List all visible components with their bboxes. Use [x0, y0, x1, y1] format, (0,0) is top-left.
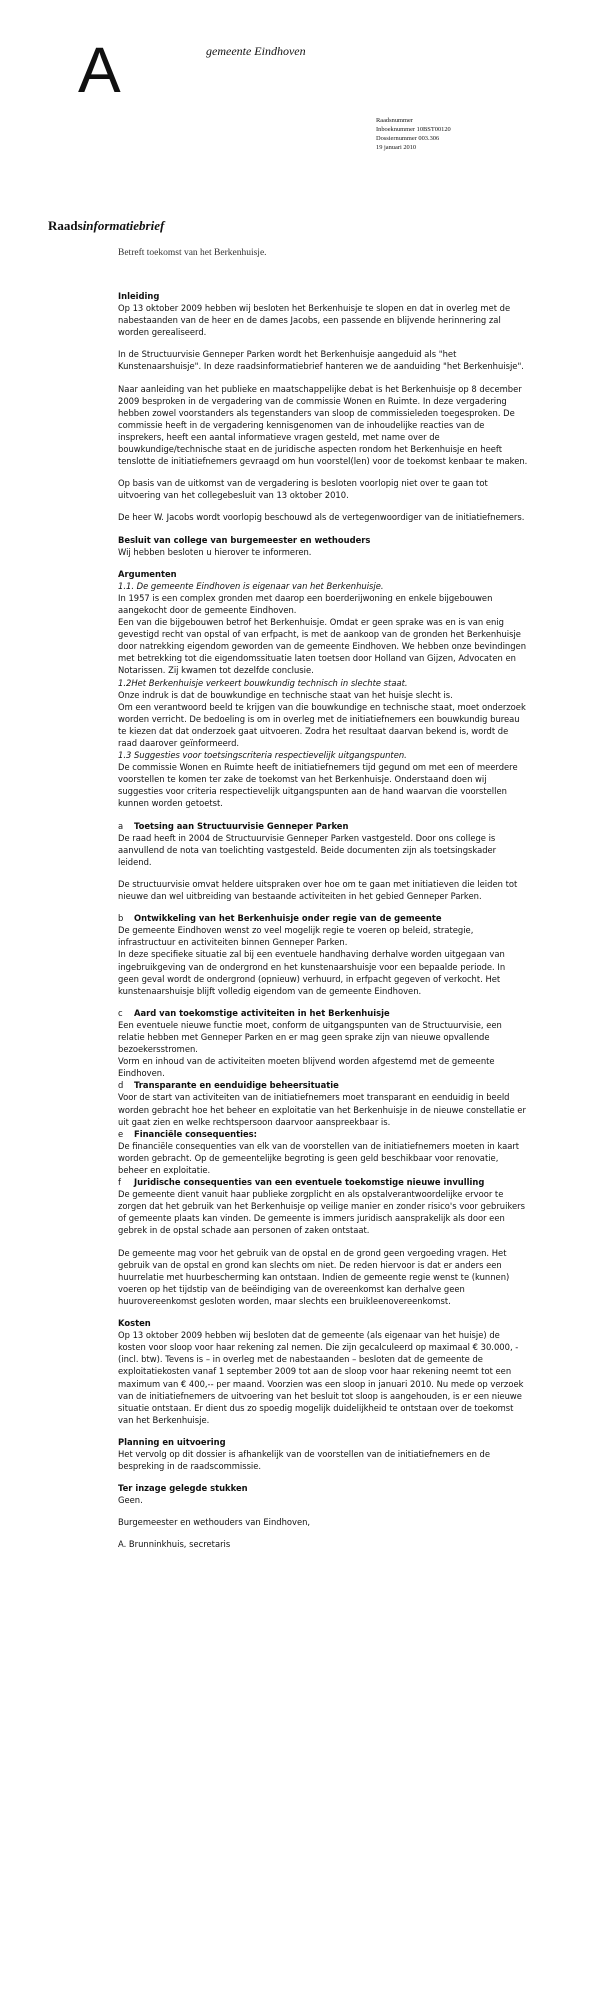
paragraph: Op 13 oktober 2009 hebben wij besloten het Berkenhuisje te slopen en dat in overleg met de nabestaanden van de heer en de dames Jacobs, een passende en blijvende herinnering zal worden gerealiseerd.: [118, 303, 511, 338]
subheading: 1.2Het Berkenhuisje verkeert bouwkundig technisch in slechte staat.: [118, 677, 408, 688]
criterion-letter: d: [118, 1080, 124, 1091]
paragraph: Op 13 oktober 2009 hebben wij besloten dat de gemeente (als eigenaar van het huisje) de kosten voor sloop voor haar rekening zal nemen. Die zijn gecalculeerd op maximaal € 30.000, - (incl. btw). Tevens is – in overleg met de nabestaanden – besloten dat de gemeente de exploitatiekosten vanaf 1 september 2009 tot aan de sloop voor haar rekening neemt tot een maximum van € 400,-- per maand. Voorzien was een sloop in januari 2010. Nu mede op verzoek van de initiatiefnemers de uitvoering van het besluit tot sloop is aangehouden, is er een nieuwe situatie ontstaan. Er dient dus zo spoedig mogelijk duidelijkheid te ontstaan over de toekomst van het Berkenhuisje.: [118, 1330, 524, 1425]
meta-line: 19 januari 2010: [376, 144, 417, 151]
section-heading: Planning en uitvoering: [118, 1436, 226, 1447]
paragraph: De structuurvisie omvat heldere uitspraken over hoe om te gaan met initiatieven die leiden tot nieuwe dan wel uitbreiding van bestaande activiteiten in het gebied Genneper Parken.: [118, 878, 518, 902]
section-heading: Ter inzage gelegde stukken: [118, 1483, 248, 1494]
section-heading: Besluit van college van burgemeester en wethouders: [118, 534, 371, 545]
municipality-name: gemeente Eindhoven: [206, 44, 306, 58]
meta-line: Dossiernummer 003.306: [376, 135, 440, 142]
criterion-letter: b: [118, 913, 124, 924]
subheading: 1.1. De gemeente Eindhoven is eigenaar van het Berkenhuisje.: [118, 580, 384, 591]
section-heading: Argumenten: [118, 568, 177, 579]
paragraph: In de Structuurvisie Genneper Parken wordt het Berkenhuisje aangeduid als "het Kunstenaarshuisje". In deze raadsinformatiebrief hanteren we de aanduiding "het Berkenhuisje".: [118, 349, 524, 372]
paragraph: Onze indruk is dat de bouwkundige en technische staat van het huisje slecht is.: [118, 689, 453, 700]
section-heading: Inleiding: [118, 291, 160, 301]
title-plain: Raads: [48, 218, 83, 233]
paragraph: Wij hebben besloten u hierover te informeren.: [118, 546, 312, 557]
paragraph: Het vervolg op dit dossier is afhankelijk van de voorstellen van de initiatiefnemers en de bespreking in de raadscommissie.: [118, 1448, 491, 1472]
criterion-a: [118, 820, 528, 832]
criterion-title: Juridische consequenties van een eventuele toekomstige nieuwe invulling: [134, 1177, 485, 1188]
paragraph: De heer W. Jacobs wordt voorlopig beschouwd als de vertegenwoordiger van de initiatiefnemers.: [118, 512, 525, 523]
criterion-title: Transparante en eenduidige beheersituatie: [134, 1080, 339, 1091]
criterion-title: Financiële consequenties:: [134, 1128, 257, 1139]
criterion-c: [118, 1007, 528, 1019]
criterion-f: [118, 1176, 528, 1188]
paragraph: Om een verantwoord beeld te krijgen van die bouwkundige en technische staat, moet onderzoek worden verricht. De bedoeling is om in overleg met de initiatiefnemers een bouwkundig bureau te kiezen dat dat onderzoek gaat uitvoeren. Zodra het resultaat daarvan bekend is, wordt de raad daarover geïnformeerd.: [118, 701, 526, 748]
criterion-title: Toetsing aan Structuurvisie Genneper Parken: [134, 820, 349, 831]
signature-line: A. Brunninkhuis, secretaris: [118, 1539, 231, 1550]
paragraph: Een van die bijgebouwen betrof het Berkenhuisje. Omdat er geen sprake was en is van enig gevestigd recht van opstal of van erfpacht, is met de aankoop van de gronden het Berkenhuisje door natrekking eigendom geworden van de gemeente Eindhoven. We hebben onze bevindingen met betrekking tot die eigendomssituatie laten toetsen door Holland van Gijzen, Advocaten en Notarissen. Zij kwamen tot dezelfde conclusie.: [118, 617, 527, 676]
paragraph: De commissie Wonen en Ruimte heeft de initiatiefnemers tijd gegund om met een of meerdere voorstellen te komen ter zake de toekomst van het Berkenhuisje. Onderstaand doen wij suggesties voor criteria respectievelijk uitgangspunten aan de hand waarvan die voorstellen kunnen worden getoetst.: [118, 762, 518, 809]
paragraph: Naar aanleiding van het publieke en maatschappelijke debat is het Berkenhuisje op 8 december 2009 besproken in de vergadering van de commissie Wonen en Ruimte. In deze vergadering hebben zowel voorstanders als tegenstanders van sloop de commissieleden toegesproken. De commissie heeft in de vergadering kennisgenomen van de inhoudelijke reacties van de insprekers, heeft een aantal informatieve vragen gesteld, met name over de bouwkundige/technische staat en de juridische aspecten rondom het Berkenhuisje en heeft tenslotte de initiatiefnemers gevraagd om hun voorstel(len) voor de toekomst kenbaar te maken.: [118, 383, 528, 467]
paragraph: De gemeente dient vanuit haar publieke zorgplicht en als opstalverantwoordelijke ervoor te zorgen dat het gebruik van het Berkenhuisje op veilige manier en zonder risico's voor gebruikers of gemeente plaats kan vinden. De gemeente is immers juridisch aansprakelijk als door een gebrek in de opstal schade aan personen of zaken ontstaat.: [118, 1189, 525, 1236]
paragraph: In 1957 is een complex gronden met daarop een boerderijwoning en enkele bijgebouwen aangekocht door de gemeente Eindhoven.: [118, 592, 493, 615]
criterion-letter: f: [118, 1177, 121, 1188]
criterion-letter: e: [118, 1128, 124, 1139]
closing-line: Burgemeester en wethouders van Eindhoven,: [118, 1517, 311, 1528]
logo-letter: A: [78, 34, 121, 106]
criterion-e: [118, 1128, 528, 1140]
paragraph: De gemeente mag voor het gebruik van de opstal en de grond geen vergoeding vragen. Het gebruik van de opstal en grond kan slechts om niet. De reden hiervoor is dat er anders een huurrelatie met huurbescherming kan ontstaan. Indien de gemeente regie wenst te (kunnen) voeren op het tijdstip van de beëindiging van de overeenkomst kan derhalve geen huurovereenkomst gesloten worden, maar slechts een bruikleenovereenkomst.: [118, 1247, 510, 1306]
paragraph: De raad heeft in 2004 de Structuurvisie Genneper Parken vastgesteld. Door ons college is aanvullend de nota van toelichting vastgesteld. Beide documenten zijn als toetsingskader leidend.: [118, 832, 497, 867]
paragraph: In deze specifieke situatie zal bij een eventuele handhaving derhalve worden uitgegaan van ingebruikgeving van de ondergrond en het kunstenaarshuisje voor een bepaalde periode. In geen geval wordt de ondergrond (opnieuw) verhuurd, in erfpacht gegeven of verkocht. Het kunstenaarshuisje blijft volledig eigendom van de gemeente Eindhoven.: [118, 949, 506, 996]
subheading: 1.3 Suggesties voor toetsingscriteria respectievelijk uitgangspunten.: [118, 750, 407, 761]
paragraph: Voor de start van activiteiten van de initiatiefnemers moet transparant en eenduidig in beeld worden gebracht hoe het beheer en exploitatie van het Berkenhuisje in de nieuwe constellatie er uit gaat zien en welke rechtspersoon daarvoor aanspreekbaar is.: [118, 1092, 526, 1127]
paragraph: De gemeente Eindhoven wenst zo veel mogelijk regie te voeren op beleid, strategie, infrastructuur en activiteiten binnen Genneper Parken.: [118, 925, 474, 948]
paragraph: Vorm en inhoud van de activiteiten moeten blijvend worden afgestemd met de gemeente Eindhoven.: [118, 1056, 495, 1079]
criterion-title: Aard van toekomstige activiteiten in het Berkenhuisje: [134, 1007, 390, 1018]
paragraph: De financiële consequenties van elk van de voorstellen van de initiatiefnemers moeten in kaart worden gebracht. Op de gemeentelijke begroting is geen geld beschikbaar voor renovatie, beheer en exploitatie.: [118, 1140, 520, 1175]
subject-line: Betreft toekomst van het Berkenhuisje.: [118, 248, 267, 258]
document-meta: [376, 116, 451, 152]
criterion-letter: a: [118, 820, 124, 831]
paragraph: Op basis van de uitkomst van de vergadering is besloten voorlopig niet over te gaan tot uitvoering van het collegebesluit van 13 oktober 2010.: [118, 478, 488, 501]
section-heading: Kosten: [118, 1318, 151, 1329]
paragraph: Een eventuele nieuwe functie moet, conform de uitgangspunten van de Structuurvisie, een relatie hebben met Genneper Parken en er mag geen sprake zijn van nieuwe opvallende bezoekersstromen.: [118, 1019, 502, 1055]
criterion-letter: c: [118, 1007, 123, 1018]
paragraph: Geen.: [118, 1495, 143, 1506]
meta-line: Raadsnummer: [376, 117, 413, 124]
document-title: [48, 218, 164, 234]
criterion-d: [118, 1079, 528, 1091]
criterion-title: Ontwikkeling van het Berkenhuisje onder regie van de gemeente: [134, 913, 442, 924]
letter-body: [118, 290, 528, 1561]
title-italic: informatiebrief: [82, 218, 165, 233]
meta-line: Inboeknummer 10BST00120: [376, 126, 451, 133]
criterion-b: [118, 912, 528, 924]
